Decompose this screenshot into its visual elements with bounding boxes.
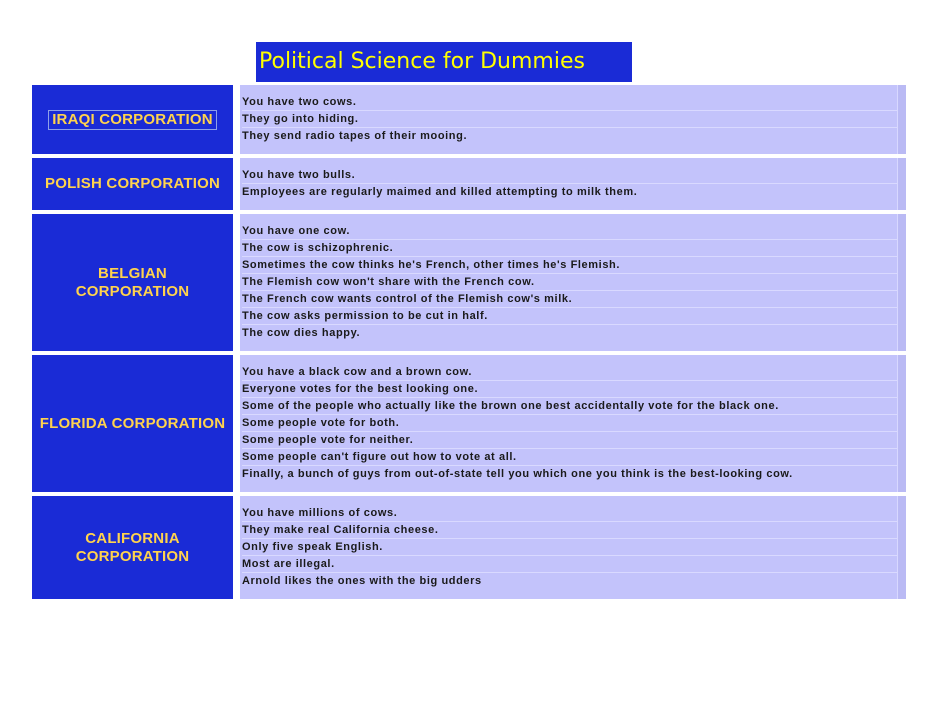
row-line: You have two cows. (242, 94, 898, 111)
row-label: IRAQI CORPORATION (48, 110, 217, 130)
row-content-cell (240, 214, 906, 351)
row-label-cell (32, 214, 233, 351)
row-line: You have millions of cows. (242, 505, 898, 522)
row-label-line: CORPORATION (75, 282, 190, 300)
table-row-florida (32, 355, 906, 492)
row-label-line: CORPORATION (75, 547, 190, 565)
table-row-iraqi (32, 85, 906, 154)
row-line: You have two bulls. (242, 167, 898, 184)
row-label-cell (32, 496, 233, 599)
row-line: They make real California cheese. (242, 522, 898, 539)
row-line: You have one cow. (242, 223, 898, 240)
row-line: Some people vote for both. (242, 415, 898, 432)
row-label-cell (32, 158, 233, 210)
row-line: Some people can't figure out how to vote at all. (242, 449, 898, 466)
row-line: Employees are regularly maimed and killed attempting to milk them. (242, 186, 638, 198)
row-label-cell (32, 355, 233, 492)
page-title: Political Science for Dummies (256, 42, 632, 82)
row-line: The Flemish cow won't share with the French cow. (242, 274, 898, 291)
row-line: You have a black cow and a brown cow. (242, 364, 898, 381)
table-row-california (32, 496, 906, 599)
row-label (76, 530, 190, 566)
table-row-polish (32, 158, 906, 210)
row-line: They go into hiding. (242, 111, 898, 128)
row-content-cell (240, 496, 906, 599)
row-label-cell (32, 85, 233, 154)
row-line: Most are illegal. (242, 556, 898, 573)
row-line: Some people vote for neither. (242, 432, 898, 449)
row-line: Finally, a bunch of guys from out-of-state tell you which one you think is the best-looking cow. (242, 468, 793, 480)
row-content-cell (240, 355, 906, 492)
row-line: The French cow wants control of the Flemish cow's milk. (242, 291, 898, 308)
table-row-belgian (32, 214, 906, 351)
row-label: POLISH CORPORATION (45, 175, 220, 192)
row-line: Sometimes the cow thinks he's French, other times he's Flemish. (242, 257, 898, 274)
row-line: The cow dies happy. (242, 327, 361, 339)
row-label: FLORIDA CORPORATION (39, 414, 226, 432)
row-label-line: CALIFORNIA (85, 529, 180, 547)
row-line: Everyone votes for the best looking one. (242, 381, 898, 398)
row-line: Only five speak English. (242, 539, 898, 556)
row-label (76, 265, 190, 301)
row-label-line: BELGIAN (98, 264, 167, 282)
row-line: The cow is schizophrenic. (242, 240, 898, 257)
row-content-cell (240, 158, 906, 210)
row-line: They send radio tapes of their mooing. (242, 130, 468, 142)
row-line: Arnold likes the ones with the big udders (242, 575, 482, 587)
row-line: The cow asks permission to be cut in half. (242, 308, 898, 325)
row-line: Some of the people who actually like the brown one best accidentally vote for the black one. (242, 398, 898, 415)
row-content-cell (240, 85, 906, 154)
